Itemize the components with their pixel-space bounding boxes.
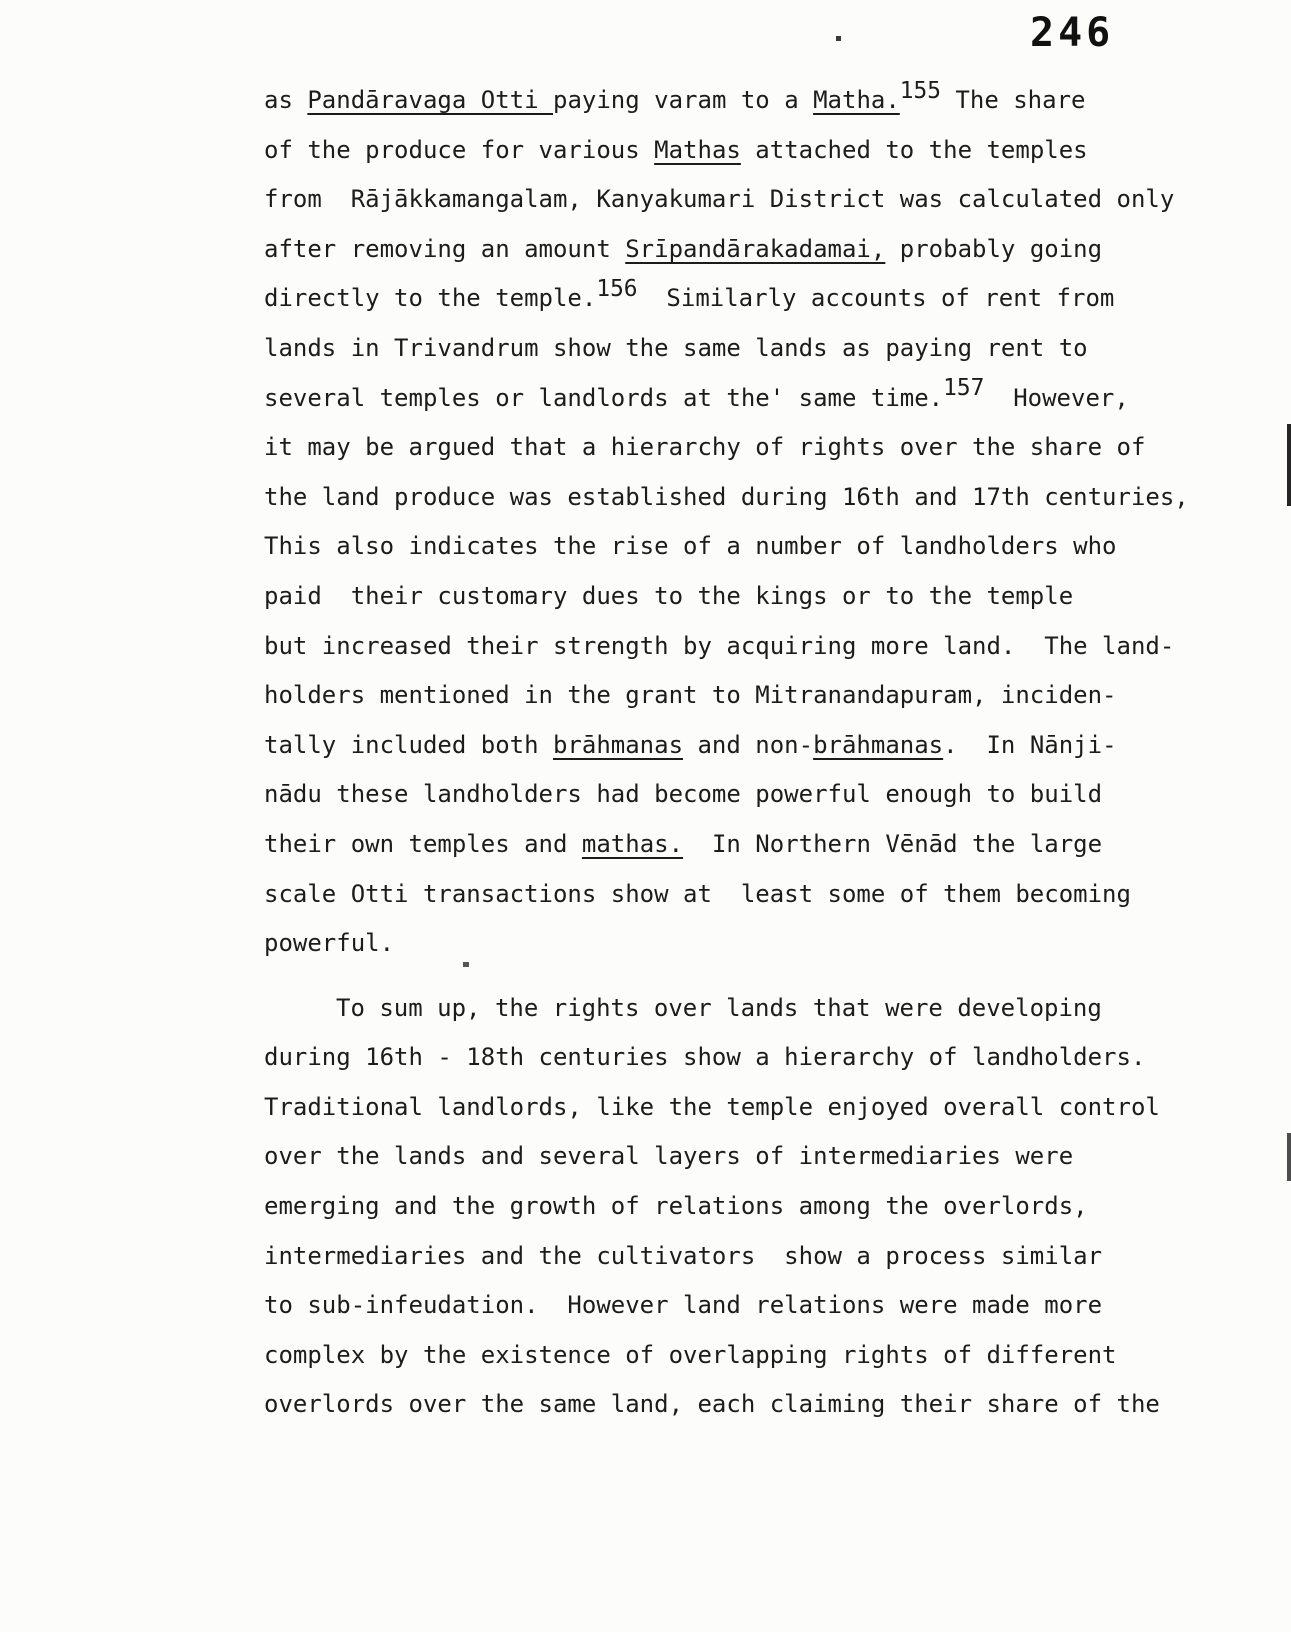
text-run: In Northern Vēnād the large — [683, 829, 1103, 858]
text-run: Traditional landlords, like the temple enjoyed overall control — [264, 1092, 1160, 1121]
text-line — [264, 324, 1189, 374]
text-run: To sum up, the rights over lands that were developing — [336, 993, 1102, 1022]
text-run: intermediaries and the cultivators show a process similar — [264, 1241, 1103, 1270]
text-line — [264, 820, 1189, 870]
text-line — [264, 1331, 1189, 1381]
text-line — [264, 76, 1189, 126]
text-run: paid their customary dues to the kings or to the temple — [264, 581, 1074, 610]
text-line — [264, 1033, 1189, 1083]
text-line — [264, 671, 1189, 721]
text-run: scale Otti transactions show at least some of them becoming — [264, 879, 1131, 908]
text-line — [264, 274, 1189, 324]
text-run: but increased their strength by acquiring more land. The land- — [264, 631, 1175, 660]
text-run: from Rājākkamangalam, Kanyakumari District was calculated only — [264, 185, 1175, 214]
text-run: The share — [940, 86, 1086, 114]
text-run: probably going — [885, 234, 1103, 263]
text-line — [264, 919, 1189, 969]
text-line — [264, 572, 1189, 622]
scan-artifact — [463, 962, 469, 967]
text-run: nādu these landholders had become powerful enough to build — [264, 780, 1103, 809]
text-run: the land produce was established during 16th and 17th centuries, — [264, 482, 1189, 511]
text-line — [264, 374, 1189, 424]
text-line — [264, 522, 1189, 572]
text-line — [264, 423, 1189, 473]
text-line — [264, 1132, 1189, 1182]
text-run: after removing an amount — [264, 234, 626, 263]
underlined-term: brāhmanas — [813, 730, 944, 759]
text-line — [264, 175, 1189, 225]
footnote-ref: 156 — [596, 276, 638, 303]
text-run: complex by the existence of overlapping rights of different — [264, 1340, 1117, 1369]
text-run: paying varam to a — [553, 86, 814, 114]
text-line — [264, 126, 1189, 176]
underlined-term: mathas. — [581, 829, 684, 858]
text-line — [264, 870, 1189, 920]
text-run: This also indicates the rise of a number of landholders who — [264, 532, 1117, 561]
text-line — [264, 473, 1189, 523]
text-run: several temples or landlords at the' same time. — [264, 383, 944, 412]
underlined-term: Mathas — [654, 135, 741, 164]
paragraph — [264, 76, 1189, 969]
footnote-ref: 155 — [899, 77, 941, 104]
scan-artifact — [1287, 1133, 1291, 1181]
text-run: during 16th - 18th centuries show a hierarchy of landholders. — [264, 1043, 1146, 1072]
text-run: lands in Trivandrum show the same lands as paying rent to — [264, 333, 1088, 362]
text-run: their own temples and — [264, 829, 582, 858]
text-run: holders mentioned in the grant to Mitranandapuram, inciden- — [264, 681, 1117, 710]
text-run: However, — [984, 383, 1129, 412]
text-run: tally included both — [264, 730, 553, 759]
text-run: emerging and the growth of relations among the overlords, — [264, 1192, 1088, 1221]
scan-artifact — [836, 36, 841, 41]
document-body — [264, 76, 1189, 1430]
text-run: Similarly accounts of rent from — [637, 284, 1115, 313]
page-number: 246 — [1030, 10, 1115, 56]
underlined-term: Pandāravaga Otti — [307, 86, 553, 114]
text-run: attached to the temples — [740, 135, 1088, 164]
text-run: to sub-infeudation. However land relations were made more — [264, 1291, 1103, 1320]
text-line — [264, 1380, 1189, 1430]
footnote-ref: 157 — [943, 375, 985, 402]
underlined-term: brāhmanas — [552, 730, 684, 759]
text-line — [264, 1182, 1189, 1232]
text-run: powerful. — [264, 929, 395, 958]
text-line — [264, 622, 1189, 672]
text-run: overlords over the same land, each claiming their share of the — [264, 1390, 1160, 1419]
underlined-term: Srīpandārakadamai, — [625, 234, 886, 263]
text-line — [264, 225, 1189, 275]
text-run: it may be argued that a hierarchy of rights over the share of — [264, 433, 1146, 462]
text-line — [264, 1083, 1189, 1133]
text-run: and non- — [683, 730, 814, 759]
text-line — [264, 984, 1189, 1034]
text-run: directly to the temple. — [264, 284, 597, 313]
text-line — [264, 1232, 1189, 1282]
text-run: over the lands and several layers of intermediaries were — [264, 1142, 1074, 1171]
text-run: . In Nānji- — [943, 730, 1117, 759]
underlined-term: Matha. — [813, 86, 900, 114]
paragraph — [264, 984, 1189, 1430]
text-line — [264, 770, 1189, 820]
text-run: as — [264, 86, 308, 114]
text-line — [264, 1281, 1189, 1331]
text-line — [264, 721, 1189, 771]
text-run: of the produce for various — [264, 135, 655, 164]
scan-artifact — [1287, 424, 1291, 506]
